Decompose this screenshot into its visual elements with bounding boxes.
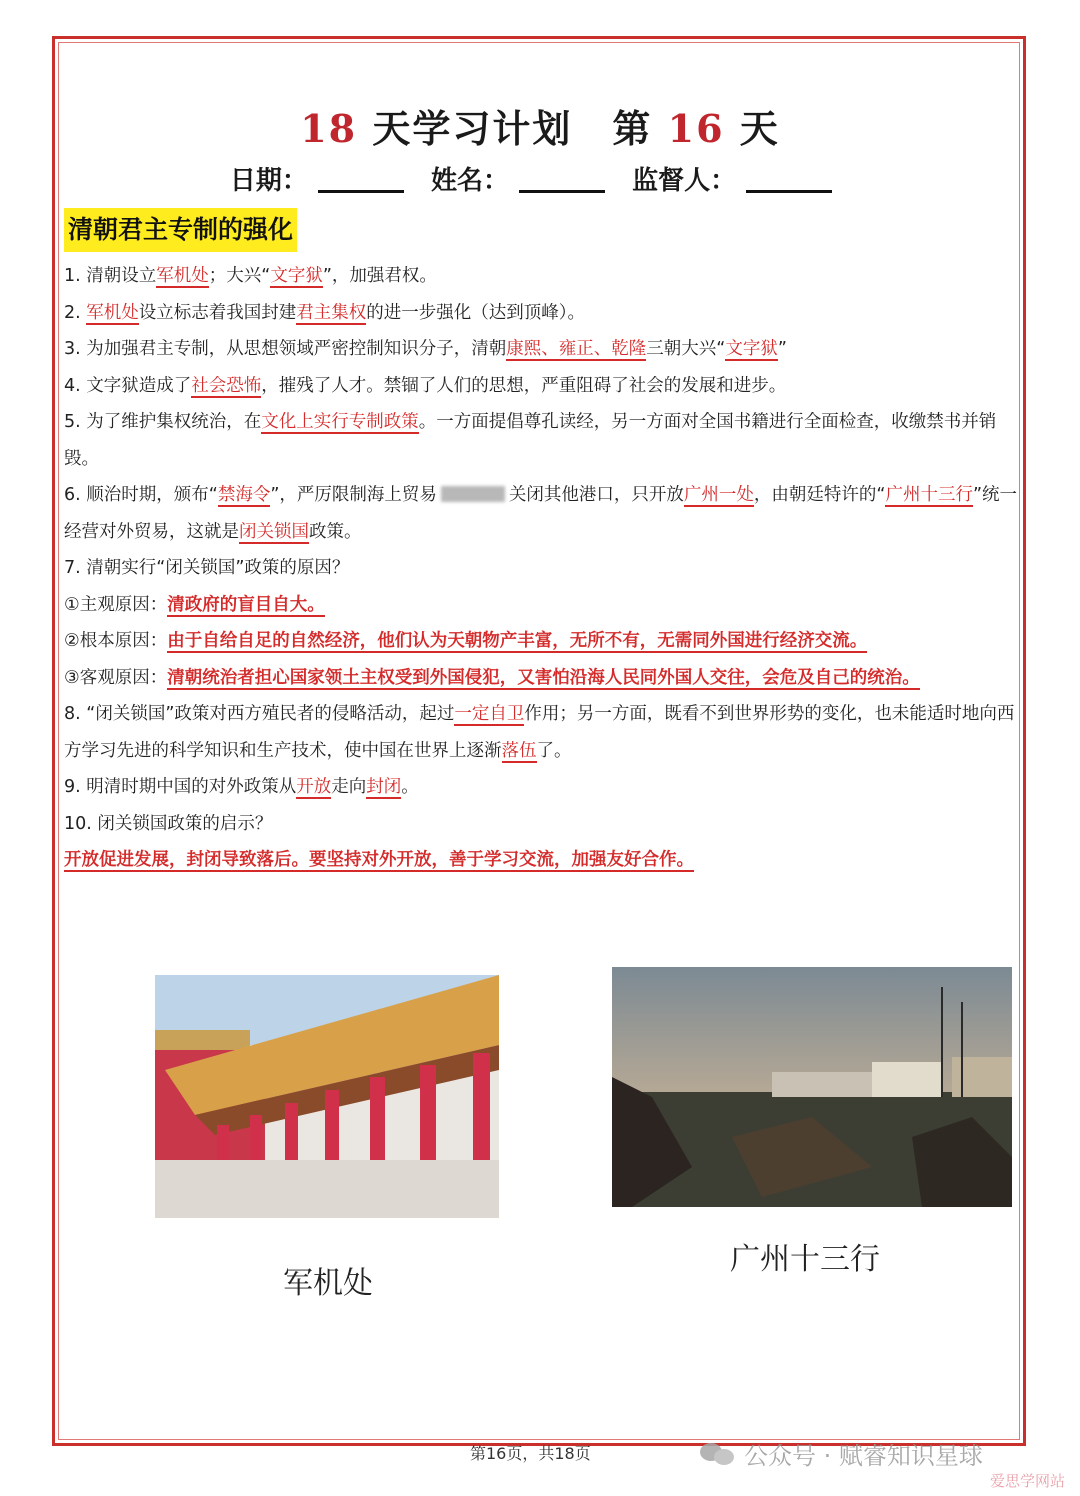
supervisor-field[interactable] <box>746 166 832 193</box>
info-fields <box>0 160 1080 197</box>
page-footer: 第16页，共18页 <box>470 1444 591 1463</box>
list-item: 1. 清朝设立军机处；大兴“文字狱”，加强君权。 <box>64 266 437 286</box>
list-item: 8. “闭关锁国”政策对西方殖民者的侵略活动，起过一定自卫作用；另一方面，既看不到世界形势的变化，也未能适时地向西方学习先进的科学知识和生产技术，使中国在世界上逐渐落伍了。 <box>64 704 1015 761</box>
wechat-icon <box>700 1441 736 1467</box>
photo2-caption: 广州十三行 <box>730 1242 880 1277</box>
watermark <box>700 1436 983 1471</box>
title-text: 天学习计划 <box>372 106 573 151</box>
list-item: 9. 明清时期中国的对外政策从开放走向封闭。 <box>64 777 419 797</box>
name-field[interactable] <box>519 166 605 193</box>
thirteen-factories-photo <box>612 967 1012 1207</box>
photo1-caption: 军机处 <box>283 1266 373 1301</box>
blurred-text <box>441 486 505 502</box>
list-item: 4. 文字狱造成了社会恐怖，摧残了人才。禁锢了人们的思想，严重阻碍了社会的发展和进步。 <box>64 375 787 396</box>
title-tian: 天 <box>739 106 780 151</box>
date-label: 日期： <box>229 166 308 196</box>
list-item: ③客观原因：清朝统治者担心国家领土主权受到外国侵犯，又害怕沿海人民同外国人交往，会危及自己的统治。 <box>64 667 920 688</box>
list-item: 3. 为加强君主专制，从思想领域严密控制知识分子，清朝康熙、雍正、乾隆三朝大兴“文字狱” <box>64 339 787 359</box>
list-item: ②根本原因：由于自给自足的自然经济，他们认为天朝物产丰富，无所不有，无需同外国进行经济交流。 <box>64 631 868 651</box>
name-label: 姓名： <box>430 166 509 196</box>
title-number: 18 <box>300 106 358 151</box>
list-item: 10. 闭关锁国政策的启示？ <box>64 813 273 834</box>
list-item: 2. 军机处设立标志着我国封建君主集权的进一步强化（达到顶峰）。 <box>64 302 586 323</box>
content-list <box>64 258 1018 879</box>
date-field[interactable] <box>318 166 404 193</box>
page-title <box>0 98 1080 153</box>
junjichu-photo <box>155 975 499 1218</box>
title-di: 第 <box>612 106 653 151</box>
title-day-number: 16 <box>667 106 725 151</box>
list-item: ①主观原因：清政府的盲目自大。 <box>64 594 325 615</box>
watermark-text: 公众号 · 赋睿知识星球 <box>744 1442 983 1470</box>
section-title: 清朝君主专制的强化 <box>64 208 297 252</box>
list-item: 7. 清朝实行“闭关锁国”政策的原因？ <box>64 558 350 578</box>
supervisor-label: 监督人： <box>632 166 737 196</box>
list-item: 6. 顺治时期，颁布“禁海令”，严厉限制海上贸易 关闭其他港口，只开放广州一处，由朝廷特许的“广州十三行”统一经营对外贸易，这就是闭关锁国政策。 <box>64 485 1018 542</box>
site-watermark: 爱思学网站 <box>990 1472 1066 1490</box>
list-item: 开放促进发展，封闭导致落后。要坚持对外开放，善于学习交流，加强友好合作。 <box>64 850 694 870</box>
list-item: 5. 为了维护集权统治，在文化上实行专制政策。一方面提倡尊孔读经，另一方面对全国书籍进行全面检查，收缴禁书并销毁。 <box>64 412 997 469</box>
